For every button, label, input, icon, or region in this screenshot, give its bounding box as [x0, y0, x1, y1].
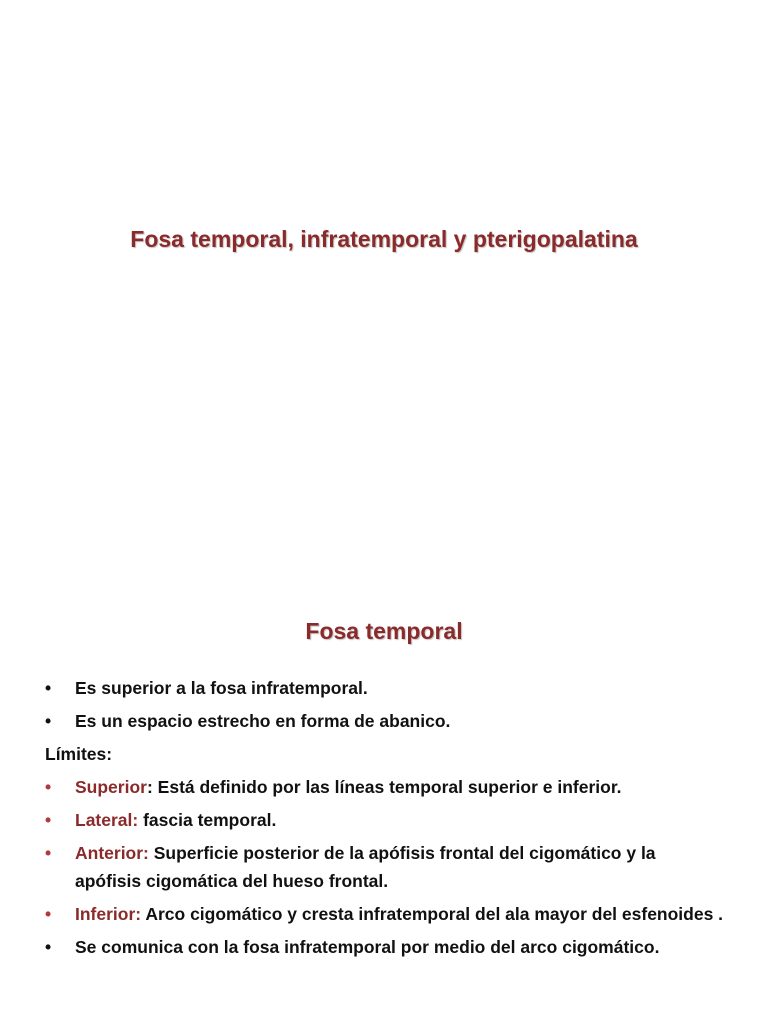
item-text: Es superior a la fosa infratemporal. — [75, 678, 368, 698]
item-text: Se comunica con la fosa infratemporal por medio del arco cigomático. — [75, 937, 660, 957]
bullet-icon: • — [45, 843, 52, 863]
list-item — [45, 773, 725, 801]
bullet-icon: • — [45, 711, 52, 731]
list-item — [45, 806, 725, 834]
limit-term: Lateral: — [75, 810, 139, 830]
bullet-icon: • — [45, 937, 52, 957]
list-item — [45, 740, 725, 768]
limit-term: Anterior: — [75, 843, 149, 863]
list-item — [45, 674, 725, 702]
item-text: Arco cigomático y cresta infratemporal del ala mayor del esfenoides . — [141, 904, 724, 924]
bullet-icon: • — [45, 810, 52, 830]
slide-heading: Fosa temporal — [305, 618, 463, 644]
slide-title: Fosa temporal, infratemporal y pterigopalatina — [130, 226, 638, 252]
list-item — [45, 900, 725, 928]
item-text: fascia temporal. — [138, 810, 277, 830]
list-item — [45, 839, 725, 895]
bullet-list — [45, 674, 725, 966]
item-text: Límites: — [45, 744, 113, 764]
item-text: Superficie posterior de la apófisis frontal del cigomático y la apófisis cigomática del hueso frontal. — [75, 843, 656, 891]
bullet-icon: • — [45, 904, 52, 924]
content-slide — [0, 576, 768, 1024]
limit-term: Inferior: — [75, 904, 142, 924]
list-item — [45, 933, 725, 961]
item-text: : Está definido por las líneas temporal superior e inferior. — [146, 777, 622, 797]
item-text: Es un espacio estrecho en forma de abanico. — [75, 711, 451, 731]
list-item — [45, 707, 725, 735]
limit-term: Superior — [75, 777, 147, 797]
bullet-icon: • — [45, 777, 52, 797]
bullet-icon: • — [45, 678, 52, 698]
